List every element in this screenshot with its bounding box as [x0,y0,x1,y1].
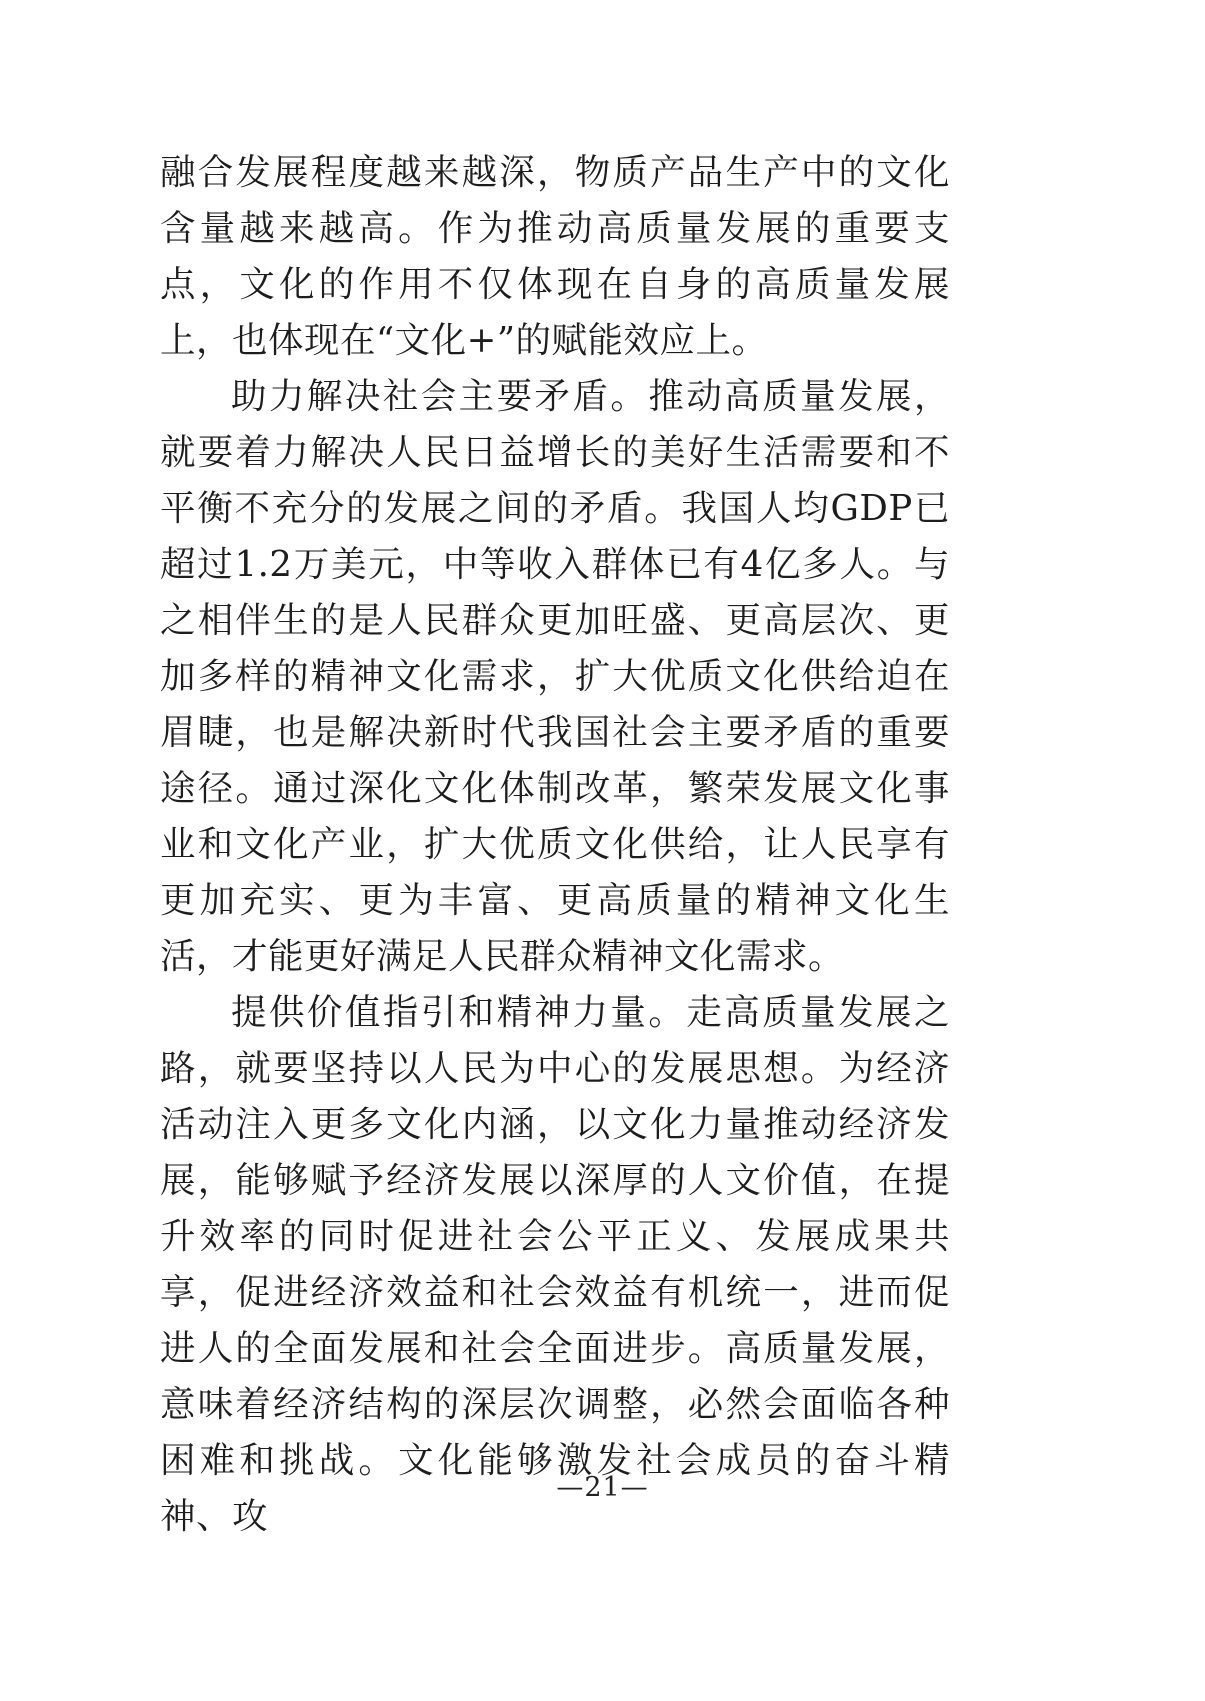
page-footer [0,1472,1205,1503]
paragraph-2: 助力解决社会主要矛盾。推动高质量发展，就要着力解决人民日益增长的美好生活需要和不平衡不充分的发展之间的矛盾。我国人均GDP已超过1.2万美元，中等收入群体已有4亿多人。与之相伴生的是人民群众更加旺盛、更高层次、更加多样的精神文化需求，扩大优质文化供给迫在眉睫，也是解决新时代我国社会主要矛盾的重要途径。通过深化文化体制改革，繁荣发展文化事业和文化产业，扩大优质文化供给，让人民享有更加充实、更为丰富、更高质量的精神文化生活，才能更好满足人民群众精神文化需求。 [160,376,950,977]
paragraph-3: 提供价值指引和精神力量。走高质量发展之路，就要坚持以人民为中心的发展思想。为经济活动注入更多文化内涵，以文化力量推动经济发展，能够赋予经济发展以深厚的人文价值，在提升效率的同时促进社会公平正义、发展成果共享，促进经济效益和社会效益有机统一，进而促进人的全面发展和社会全面进步。高质量发展，意味着经济结构的深层次调整，必然会面临各种困难和挑战。文化能够激发社会成员的奋斗精神、攻 [160,992,950,1537]
page-number: —21— [556,1472,649,1503]
paragraph-1: 融合发展程度越来越深，物质产品生产中的文化含量越来越高。作为推动高质量发展的重要支点，文化的作用不仅体现在自身的高质量发展上，也体现在“文化+”的赋能效应上。 [160,152,950,361]
page-body-text [160,145,950,1545]
